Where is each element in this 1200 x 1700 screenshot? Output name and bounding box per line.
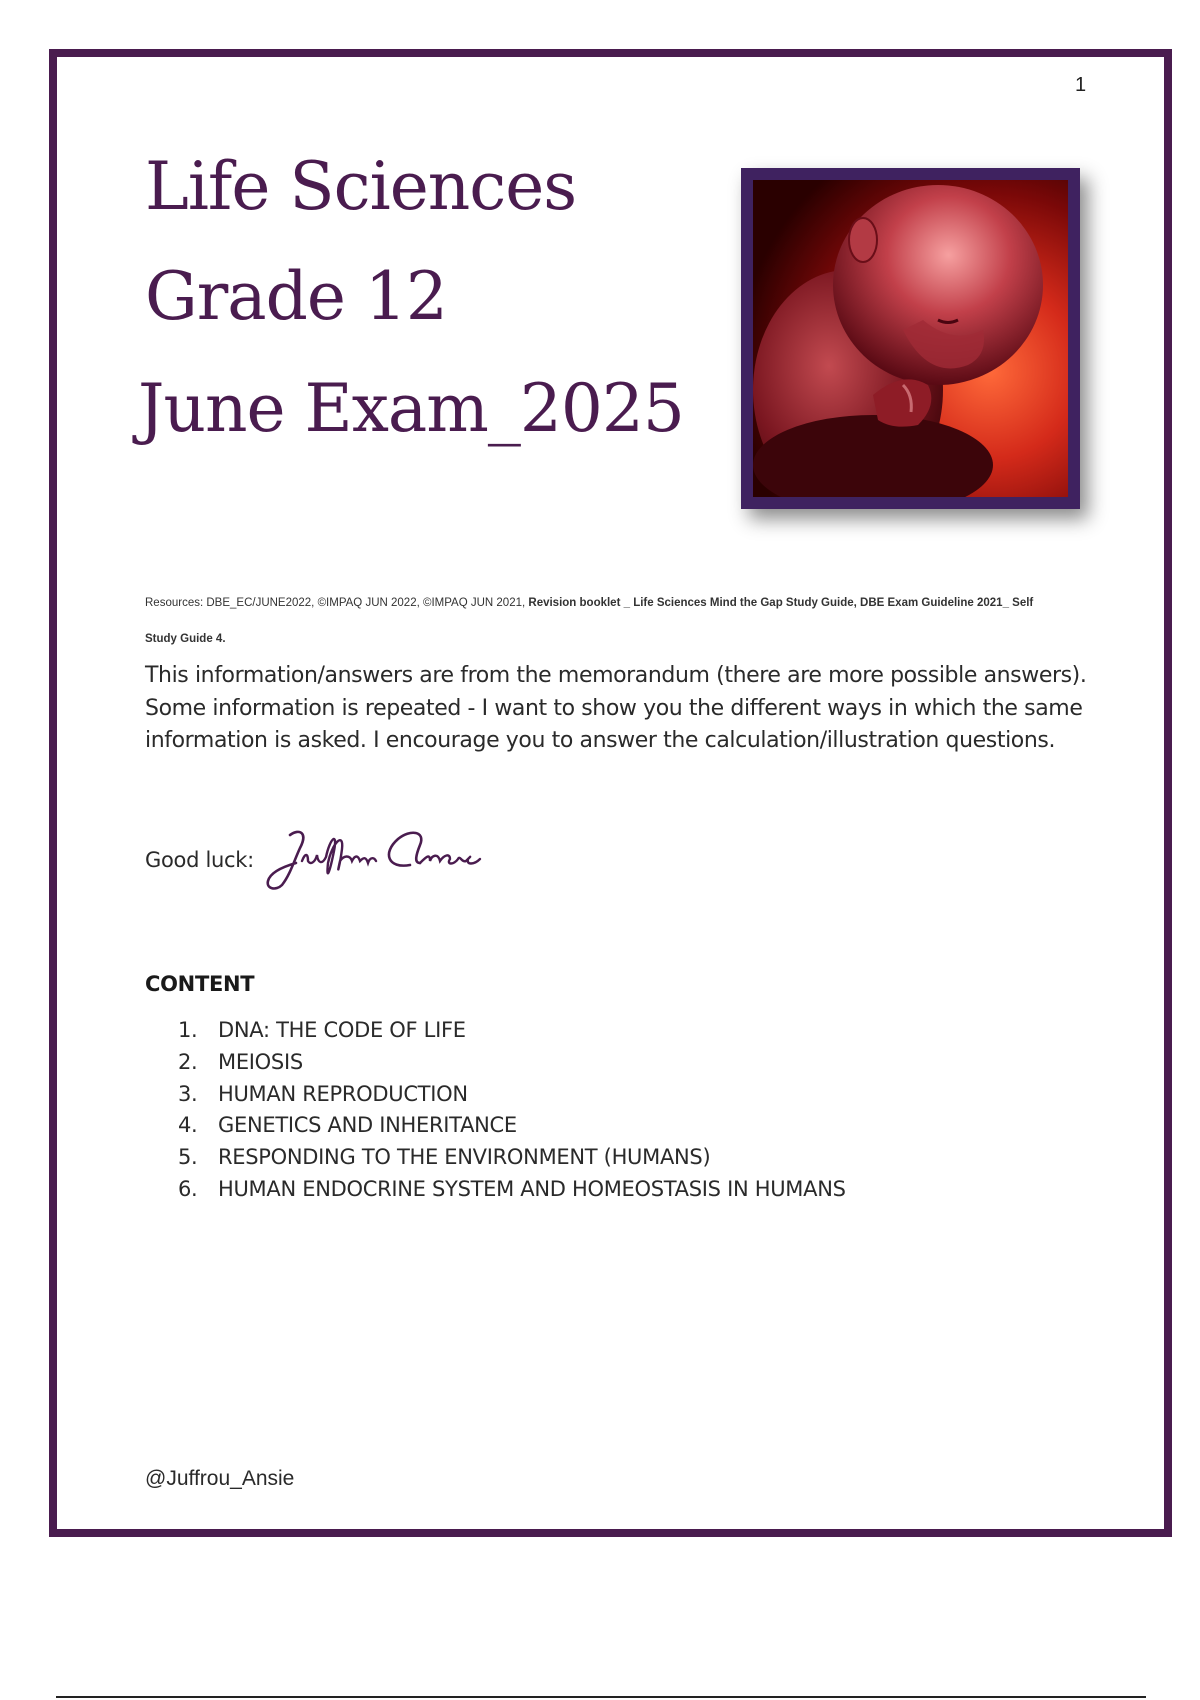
resources-bold-text: Revision booklet _ Life Sciences Mind the Gap Study Guide, DBE Exam Guideline 2021_ Self Study Guide 4. bbox=[145, 597, 1034, 645]
content-item-label: GENETICS AND INHERITANCE bbox=[218, 1113, 517, 1138]
content-item bbox=[178, 1142, 846, 1174]
content-item-number: 4. bbox=[178, 1113, 198, 1138]
good-luck-label: Good luck: bbox=[145, 848, 254, 872]
content-item bbox=[178, 1110, 846, 1142]
resources-note bbox=[145, 585, 1065, 657]
bottom-divider bbox=[56, 1696, 1146, 1698]
content-item-label: HUMAN ENDOCRINE SYSTEM AND HOMEOSTASIS IN HUMANS bbox=[218, 1176, 846, 1201]
fetus-illustration bbox=[753, 180, 1068, 497]
content-item-label: DNA: THE CODE OF LIFE bbox=[218, 1018, 466, 1042]
content-item bbox=[178, 1015, 846, 1047]
resources-text: Resources: DBE_EC/JUNE2022, ©IMPAQ JUN 2022, ©IMPAQ JUN 2021, bbox=[145, 597, 529, 609]
content-item bbox=[178, 1079, 846, 1111]
content-item-label: MEIOSIS bbox=[218, 1049, 303, 1074]
content-item bbox=[178, 1047, 846, 1079]
intro-paragraph bbox=[145, 660, 1095, 758]
content-item-number: 2. bbox=[178, 1049, 198, 1074]
title-subject: Life Sciences bbox=[145, 148, 577, 225]
content-item-number: 1. bbox=[178, 1018, 198, 1042]
fetus-in-womb-image bbox=[741, 168, 1080, 509]
author-handle: @Juffrou_Ansie bbox=[145, 1467, 295, 1490]
content-item-label: HUMAN REPRODUCTION bbox=[218, 1081, 468, 1106]
intro-text: This information/answers are from the memorandum (there are more possible answers). Some information is repeated - I want to show you the different ways in which the same information is asked. I encourage you to answer the calculation/illustration questions. bbox=[145, 663, 1087, 753]
signature-image bbox=[260, 823, 490, 898]
content-heading: CONTENT bbox=[145, 972, 255, 996]
content-list bbox=[178, 1015, 846, 1206]
content-item-number: 5. bbox=[178, 1145, 198, 1170]
signoff bbox=[145, 825, 490, 895]
content-item bbox=[178, 1174, 846, 1206]
page-number: 1 bbox=[1075, 74, 1087, 96]
content-item-number: 6. bbox=[178, 1176, 198, 1201]
content-item-number: 3. bbox=[178, 1081, 198, 1106]
content-item-label: RESPONDING TO THE ENVIRONMENT (HUMANS) bbox=[218, 1145, 711, 1170]
title-grade: Grade 12 bbox=[145, 258, 447, 335]
title-exam: June Exam_2025 bbox=[138, 370, 684, 447]
